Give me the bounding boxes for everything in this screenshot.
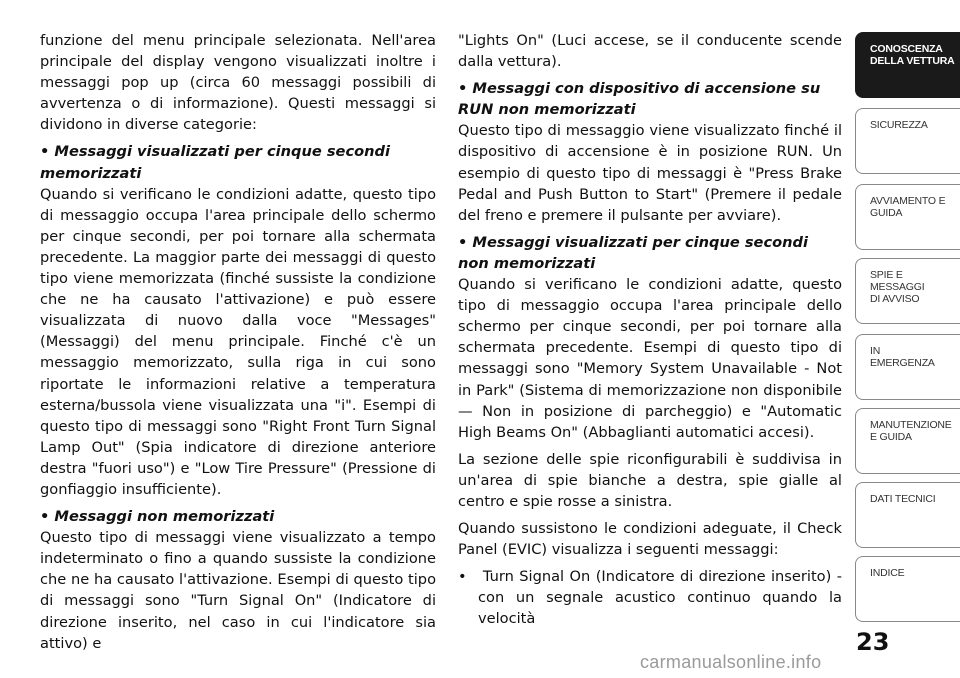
reconfigurable-lights-paragraph: La sezione delle spie riconfigurabili è suddivisa in un'area di spie bianche a destra, spie gialle al centro e spie rosse a sinistra. (458, 450, 842, 510)
evic-paragraph: Quando sussistono le condizioni adeguate, il Check Panel (EVIC) visualizza i seguenti messaggi: (458, 520, 842, 559)
tab-manutenzione[interactable]: MANUTENZIONE E GUIDA (855, 408, 960, 474)
left-column (40, 30, 436, 654)
tab-avviamento-e-guida[interactable]: AVVIAMENTO E GUIDA (855, 184, 960, 250)
bullet-symbol: • (458, 80, 468, 98)
bullet-heading-not-memorized: • Messaggi non memorizzati (40, 508, 275, 526)
tab-indice[interactable]: INDICE (855, 556, 960, 622)
list-item-turn-signal: • Turn Signal On (Indicatore di direzione inserito) - con un segnale acustico continuo quando la velocità (458, 568, 842, 628)
five-seconds-memorized-paragraph: Quando si verificano le condizioni adatte, questo tipo di messaggio occupa l'area principale dello schermo per cinque secondi, per poi tornare alla schermata precedente. La maggior parte dei messaggi di questo tipo viene memorizzata (finché sussiste la condizione che ne ha causato l'attivazione) e può essere visualizzata di nuovo dalla voce "Messages" (Messaggi) del menu principale. Finché c'è un messaggio memorizzato, sulla riga in cui sono riportate le informazioni relative a temperatura esterna/bussola viene visualizzata una "i". Esempi di questo tipo di messaggi sono "Right Front Turn Signal Lamp Out" (Spia indicatore di direzione anteriore destra "fuori uso") e "Low Tire Pressure" (Pressione di gonfiaggio insufficiente). (40, 185, 436, 498)
tab-sicurezza[interactable]: SICUREZZA (855, 108, 960, 174)
chapter-tabs (855, 32, 960, 632)
bullet-symbol: • (458, 568, 467, 586)
page-number: 23 (856, 628, 890, 656)
bullet-symbol: • (458, 233, 468, 251)
tab-spie-e-messaggi[interactable]: SPIE E MESSAGGI DI AVVISO (855, 258, 960, 324)
watermark: carmanualsonline.info (640, 652, 822, 672)
five-seconds-not-memorized-paragraph: Quando si verificano le condizioni adatte, questo tipo di messaggio occupa l'area principale dello schermo per cinque secondi, per poi tornare alla schermata precedente. Esempi di questo tipo di messaggi sono "Memory System Unavailable - Not in Park" (Sistema di memorizzazione non disponibile — Non in posizione di parcheggio) e "Automatic High Beams On" (Abbaglianti automatici accesi). (458, 276, 842, 441)
bullet-heading-run-not-memorized: • Messaggi con dispositivo di accensione su RUN non memorizzati (458, 80, 821, 119)
not-memorized-paragraph: Questo tipo di messaggi viene visualizzato a tempo indeterminato o fino a quando sussiste la condizione che ne ha causato l'attivazione. Esempi di questo tipo di messaggi sono "Turn Signal On" (Indicatore di direzione inserito, nel caso in cui l'indicatore sia attivo) e (40, 529, 436, 652)
bullet-heading-five-seconds-memorized: • Messaggi visualizzati per cinque secondi memorizzati (40, 143, 390, 182)
bullet-heading-five-seconds-not-memorized: • Messaggi visualizzati per cinque secondi non memorizzati (458, 233, 808, 272)
intro-paragraph: funzione del menu principale selezionata. Nell'area principale del display vengono visualizzati inoltre i messaggi pop up (circa 60 messaggi possibili di avvertenza o di informazione). Questi messaggi si dividono in diverse categorie: (40, 32, 436, 134)
tab-dati-tecnici[interactable]: DATI TECNICI (855, 482, 960, 548)
tab-in-emergenza[interactable]: IN EMERGENZA (855, 334, 960, 400)
bullet-symbol: • (40, 508, 50, 526)
continued-paragraph: "Lights On" (Luci accese, se il conducente scende dalla vettura). (458, 32, 842, 71)
right-column (458, 30, 842, 630)
bullet-symbol: • (40, 143, 50, 161)
tab-conoscenza-della-vettura[interactable]: CONOSCENZA DELLA VETTURA (855, 32, 960, 98)
run-not-memorized-paragraph: Questo tipo di messaggio viene visualizzato finché il dispositivo di accensione è in posizione RUN. Un esempio di questo tipo di messaggi è "Press Brake Pedal and Push Button to Start" (Premere il pedale del freno e premere il pulsante per avviare). (458, 122, 842, 224)
